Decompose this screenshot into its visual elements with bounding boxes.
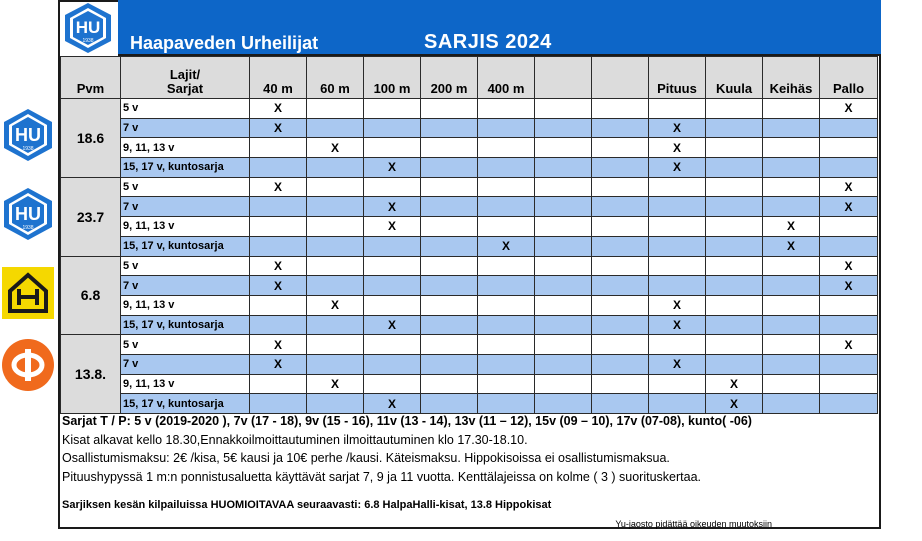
svg-text:1938: 1938 [22,146,34,152]
event-mark-cell [250,158,307,178]
event-mark-cell [250,394,307,414]
table-row [61,118,878,138]
page-title: SARJIS 2024 [424,31,552,53]
column-header-event: Pituus [649,57,706,99]
event-mark-cell [763,177,820,197]
event-mark-cell [307,315,364,335]
table-row [61,197,878,217]
event-mark-cell [421,99,478,119]
event-mark-cell: X [649,354,706,374]
event-mark-cell [706,354,763,374]
event-mark-cell [421,118,478,138]
event-mark-cell [535,197,592,217]
event-mark-cell [421,315,478,335]
event-mark-cell: X [763,236,820,256]
event-mark-cell [478,197,535,217]
column-header-event: Pallo [820,57,878,99]
event-mark-cell [307,118,364,138]
event-mark-cell [820,217,878,237]
halpahalli-logo-icon [0,265,56,321]
series-label: 15, 17 v, kuntosarja [121,158,250,178]
table-row [61,177,878,197]
event-mark-cell [592,197,649,217]
svg-text:1938: 1938 [22,225,34,231]
op-logo-icon [0,337,56,393]
table-row [61,295,878,315]
event-mark-cell [592,354,649,374]
event-mark-cell [478,295,535,315]
event-mark-cell [250,374,307,394]
event-mark-cell [250,197,307,217]
footer-series-years: Sarjat T / P: 5 v (2019-2020 ), 7v (17 - 18), 9v (15 - 16), 11v (13 - 14), 13v (11 – 12), 15v (09 – 10), 17v (07-08), kunto( -06) [62,414,752,428]
event-mark-cell: X [250,335,307,355]
event-mark-cell [250,138,307,158]
event-mark-cell [592,256,649,276]
event-mark-cell [364,118,421,138]
event-mark-cell [706,315,763,335]
event-mark-cell [307,354,364,374]
series-label: 15, 17 v, kuntosarja [121,236,250,256]
svg-text:HU: HU [15,125,41,145]
event-mark-cell [706,256,763,276]
event-mark-cell [763,99,820,119]
event-mark-cell [706,197,763,217]
event-mark-cell: X [364,217,421,237]
event-mark-cell [706,138,763,158]
event-mark-cell [706,236,763,256]
series-label: 7 v [121,276,250,296]
event-mark-cell [535,315,592,335]
event-mark-cell [820,118,878,138]
column-header-event: Kuula [706,57,763,99]
event-mark-cell [364,138,421,158]
event-mark-cell [421,256,478,276]
event-mark-cell [364,276,421,296]
event-mark-cell: X [250,118,307,138]
event-mark-cell: X [820,197,878,217]
event-mark-cell: X [706,374,763,394]
event-mark-cell [649,374,706,394]
column-header-sarjat: Sarjat [166,81,204,96]
event-mark-cell: X [649,158,706,178]
event-mark-cell [763,335,820,355]
event-mark-cell: X [250,354,307,374]
event-mark-cell [421,374,478,394]
event-mark-cell [535,256,592,276]
event-mark-cell: X [820,99,878,119]
event-mark-cell: X [706,394,763,414]
footer-notice: Sarjiksen kesän kilpailuissa HUOMIOITAVAA seuraavasti: 6.8 HalpaHalli-kisat, 13.8 Hippokisat [62,499,552,511]
event-mark-cell [535,99,592,119]
event-mark-cell: X [478,236,535,256]
series-label: 15, 17 v, kuntosarja [121,394,250,414]
series-label: 5 v [121,99,250,119]
event-mark-cell [307,217,364,237]
date-cell: 23.7 [61,177,121,256]
event-mark-cell: X [820,256,878,276]
column-header-event: 60 m [307,57,364,99]
series-label: 7 v [121,354,250,374]
event-mark-cell [307,99,364,119]
event-mark-cell [421,236,478,256]
table-row [61,256,878,276]
event-mark-cell [592,236,649,256]
series-label: 7 v [121,118,250,138]
event-mark-cell [535,335,592,355]
column-header-pvm: Pvm [61,57,121,99]
event-mark-cell: X [649,118,706,138]
event-mark-cell [250,236,307,256]
event-mark-cell [592,335,649,355]
date-cell: 13.8. [61,335,121,414]
svg-text:HU: HU [15,204,41,224]
event-mark-cell [535,138,592,158]
event-mark-cell [706,158,763,178]
event-mark-cell: X [364,197,421,217]
event-mark-cell [421,295,478,315]
footer-notes [62,412,877,529]
event-mark-cell [706,99,763,119]
event-mark-cell [706,217,763,237]
event-mark-cell [364,256,421,276]
event-mark-cell [478,315,535,335]
svg-text:HU: HU [75,18,101,37]
table-row [61,374,878,394]
event-mark-cell: X [307,138,364,158]
event-mark-cell [706,177,763,197]
table-row [61,217,878,237]
event-mark-cell [478,177,535,197]
event-mark-cell: X [307,374,364,394]
event-mark-cell: X [250,177,307,197]
event-mark-cell [478,99,535,119]
event-mark-cell: X [250,256,307,276]
event-mark-cell [820,295,878,315]
event-mark-cell [307,394,364,414]
event-mark-cell [649,236,706,256]
event-mark-cell [250,217,307,237]
table-row [61,315,878,335]
column-header-event: 100 m [364,57,421,99]
date-cell: 6.8 [61,256,121,335]
event-mark-cell [763,315,820,335]
event-mark-cell [478,256,535,276]
footer-start-time: Kisat alkavat kello 18.30,Ennakkoilmoittautuminen ilmoittautuminen klo 17.30-18.10. [62,432,528,447]
series-label: 5 v [121,177,250,197]
event-mark-cell [763,295,820,315]
event-mark-cell [763,197,820,217]
table-row [61,138,878,158]
event-mark-cell: X [649,138,706,158]
event-mark-cell [478,374,535,394]
event-mark-cell [820,158,878,178]
event-mark-cell [592,374,649,394]
event-mark-cell [535,177,592,197]
club-name: Haapaveden Urheilijat [130,33,319,53]
column-header-event [592,57,649,99]
event-mark-cell [592,138,649,158]
event-mark-cell [592,295,649,315]
event-mark-cell [364,335,421,355]
event-mark-cell [649,335,706,355]
event-mark-cell: X [307,295,364,315]
event-mark-cell [649,177,706,197]
title-banner [118,0,881,56]
event-mark-cell [763,374,820,394]
event-mark-cell [478,335,535,355]
event-mark-cell [649,256,706,276]
event-mark-cell [592,276,649,296]
event-mark-cell [478,158,535,178]
hu-logo-icon [60,2,116,54]
event-mark-cell [364,236,421,256]
series-label: 15, 17 v, kuntosarja [121,315,250,335]
event-mark-cell [649,276,706,296]
table-row [61,236,878,256]
event-mark-cell [535,236,592,256]
event-mark-cell [535,374,592,394]
event-mark-cell [478,394,535,414]
table-row [61,158,878,178]
event-mark-cell: X [364,315,421,335]
event-mark-cell [478,276,535,296]
event-mark-cell [592,394,649,414]
event-mark-cell [478,138,535,158]
event-mark-cell [421,354,478,374]
series-label: 7 v [121,197,250,217]
event-mark-cell [535,276,592,296]
series-label: 9, 11, 13 v [121,374,250,394]
event-mark-cell [478,217,535,237]
event-mark-cell [592,217,649,237]
event-mark-cell [535,354,592,374]
event-mark-cell [649,394,706,414]
event-mark-cell [649,197,706,217]
event-mark-cell [592,118,649,138]
footer-fees: Osallistumismaksu: 2€ /kisa, 5€ kausi ja 10€ perhe /kausi. Käteismaksu. Hippokisoissa ei osallistumismaksua. [62,451,670,465]
table-row [61,335,878,355]
event-mark-cell [421,177,478,197]
event-mark-cell [535,158,592,178]
event-mark-cell [592,177,649,197]
event-mark-cell: X [820,177,878,197]
event-mark-cell: X [820,335,878,355]
event-mark-cell: X [763,217,820,237]
series-label: 5 v [121,256,250,276]
event-mark-cell [706,118,763,138]
hu-logo-icon [0,186,56,242]
event-mark-cell [820,394,878,414]
series-label: 9, 11, 13 v [121,138,250,158]
event-mark-cell [649,217,706,237]
event-mark-cell [364,177,421,197]
column-header-lajit-sarjat [121,57,250,99]
event-mark-cell [820,236,878,256]
event-mark-cell [364,295,421,315]
event-mark-cell [820,374,878,394]
event-mark-cell [307,158,364,178]
schedule-table [60,56,878,414]
event-mark-cell [820,354,878,374]
event-mark-cell: X [364,394,421,414]
table-row [61,394,878,414]
event-mark-cell [763,256,820,276]
date-cell: 18.6 [61,99,121,178]
table-row [61,354,878,374]
event-mark-cell [706,295,763,315]
event-mark-cell [421,335,478,355]
hu-logo-icon [0,107,56,163]
column-header-lajit: Lajit/ [169,67,201,82]
event-mark-cell [535,394,592,414]
column-header-event: 200 m [421,57,478,99]
event-mark-cell [421,394,478,414]
svg-text:1938: 1938 [82,38,94,44]
event-mark-cell [307,335,364,355]
event-mark-cell [592,158,649,178]
event-mark-cell [706,335,763,355]
event-mark-cell [820,315,878,335]
event-mark-cell [706,276,763,296]
footer-disclaimer: Yu-jaosto pidättää oikeuden muutoksiin [615,518,772,529]
event-mark-cell [535,217,592,237]
event-mark-cell [421,217,478,237]
event-mark-cell [763,138,820,158]
column-header-event: Keihäs [763,57,820,99]
table-row [61,276,878,296]
event-mark-cell: X [364,158,421,178]
event-mark-cell [307,236,364,256]
event-mark-cell [421,138,478,158]
event-mark-cell [763,276,820,296]
event-mark-cell [592,99,649,119]
event-mark-cell [763,158,820,178]
column-header-event: 40 m [250,57,307,99]
event-mark-cell [763,394,820,414]
event-mark-cell [307,256,364,276]
event-mark-cell: X [820,276,878,296]
event-mark-cell [763,354,820,374]
event-mark-cell [535,118,592,138]
event-mark-cell [307,276,364,296]
event-mark-cell: X [649,295,706,315]
event-mark-cell [364,99,421,119]
table-row [61,99,878,119]
event-mark-cell: X [250,99,307,119]
column-header-event [535,57,592,99]
event-mark-cell [478,354,535,374]
event-mark-cell [763,118,820,138]
event-mark-cell [364,354,421,374]
event-mark-cell [649,99,706,119]
event-mark-cell [307,197,364,217]
series-label: 9, 11, 13 v [121,217,250,237]
series-label: 9, 11, 13 v [121,295,250,315]
event-mark-cell [421,158,478,178]
series-label: 5 v [121,335,250,355]
event-mark-cell [307,177,364,197]
event-mark-cell [364,374,421,394]
event-mark-cell [250,315,307,335]
event-mark-cell [421,276,478,296]
event-mark-cell [421,197,478,217]
event-mark-cell: X [250,276,307,296]
event-mark-cell [478,118,535,138]
event-mark-cell [592,315,649,335]
event-mark-cell [820,138,878,158]
event-mark-cell [250,295,307,315]
footer-long-jump-note: Pituushypyssä 1 m:n ponnistusaluetta käyttävät sarjat 7, 9 ja 11 vuotta. Kenttälajeissa on kolme ( 3 ) suorituskertaa. [62,469,701,484]
event-mark-cell [535,295,592,315]
event-mark-cell: X [649,315,706,335]
column-header-event: 400 m [478,57,535,99]
